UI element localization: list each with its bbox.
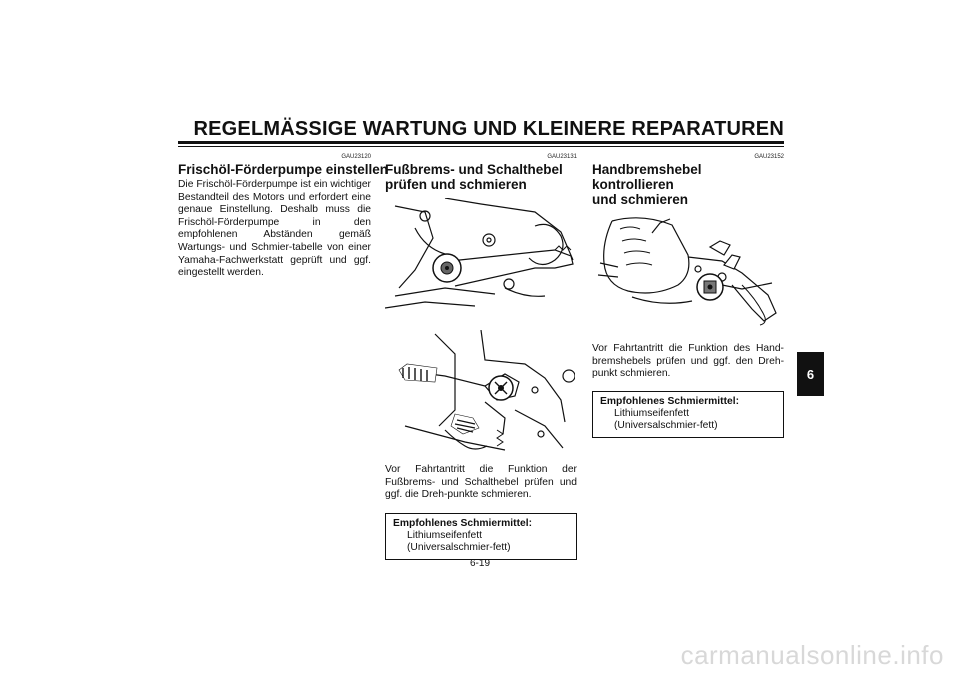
title-rule bbox=[178, 141, 784, 144]
lubricant-title: Empfohlenes Schmiermittel: bbox=[393, 517, 533, 529]
brake-pedal-drawing bbox=[385, 198, 575, 328]
section-code: GAU23120 bbox=[341, 154, 371, 160]
section-heading-line1: Fußbrems- und Schalthebel bbox=[385, 162, 563, 177]
section-code: GAU23131 bbox=[547, 154, 577, 160]
section-body: Vor Fahrtantritt die Funktion der Fußbrems- und Schalthebel prüfen und ggf. die Dreh-punkte schmieren. bbox=[385, 464, 577, 501]
lubricant-title: Empfohlenes Schmiermittel: bbox=[600, 395, 740, 407]
section-code: GAU23152 bbox=[754, 154, 784, 160]
lubricant-value: Lithiumseifenfett (Universalschmier-fett) bbox=[407, 529, 511, 553]
section-body: Die Frischöl-Förderpumpe ist ein wichtiger Bestandteil des Motors und erfordert eine genaue Einstellung. Deshalb muss die Frischöl-Förderpumpe in den empfohlenen Abständen gemäß Wartungs- und Schmier-tabelle von einer Yamaha-Fachwerkstatt geprüft und ggf. eingestellt werden. bbox=[178, 179, 371, 279]
section-heading-line2: prüfen und schmieren bbox=[385, 177, 527, 192]
shift-pedal-illustration bbox=[385, 330, 575, 458]
section-hand-brake-lever bbox=[592, 153, 784, 438]
section-oil-pump bbox=[178, 153, 389, 280]
section-heading: Frischöl-Förderpumpe einstellen bbox=[178, 162, 389, 177]
watermark: carmanualsonline.info bbox=[680, 640, 944, 670]
title-rule-thin bbox=[178, 146, 784, 147]
hand-lever-drawing bbox=[592, 213, 782, 338]
page-title: REGELMÄSSIGE WARTUNG UND KLEINERE REPARATUREN bbox=[193, 118, 784, 140]
brake-pedal-illustration bbox=[385, 198, 575, 328]
chapter-tab[interactable]: 6 bbox=[797, 352, 824, 396]
lubricant-box bbox=[385, 513, 577, 560]
section-heading-line2: und schmieren bbox=[592, 192, 689, 207]
section-body: Vor Fahrtantritt die Funktion des Hand-bremshebels prüfen und ggf. den Dreh-punkt schmieren. bbox=[592, 343, 784, 380]
page-number: 6-19 bbox=[469, 558, 490, 569]
lubricant-box bbox=[592, 391, 784, 438]
hand-lever-illustration bbox=[592, 213, 782, 338]
shift-pedal-drawing bbox=[385, 330, 575, 458]
section-foot-brake-shift bbox=[385, 153, 577, 560]
lubricant-value: Lithiumseifenfett (Universalschmier-fett) bbox=[614, 407, 718, 431]
section-heading-line1: Handbremshebel kontrollieren bbox=[592, 162, 702, 192]
